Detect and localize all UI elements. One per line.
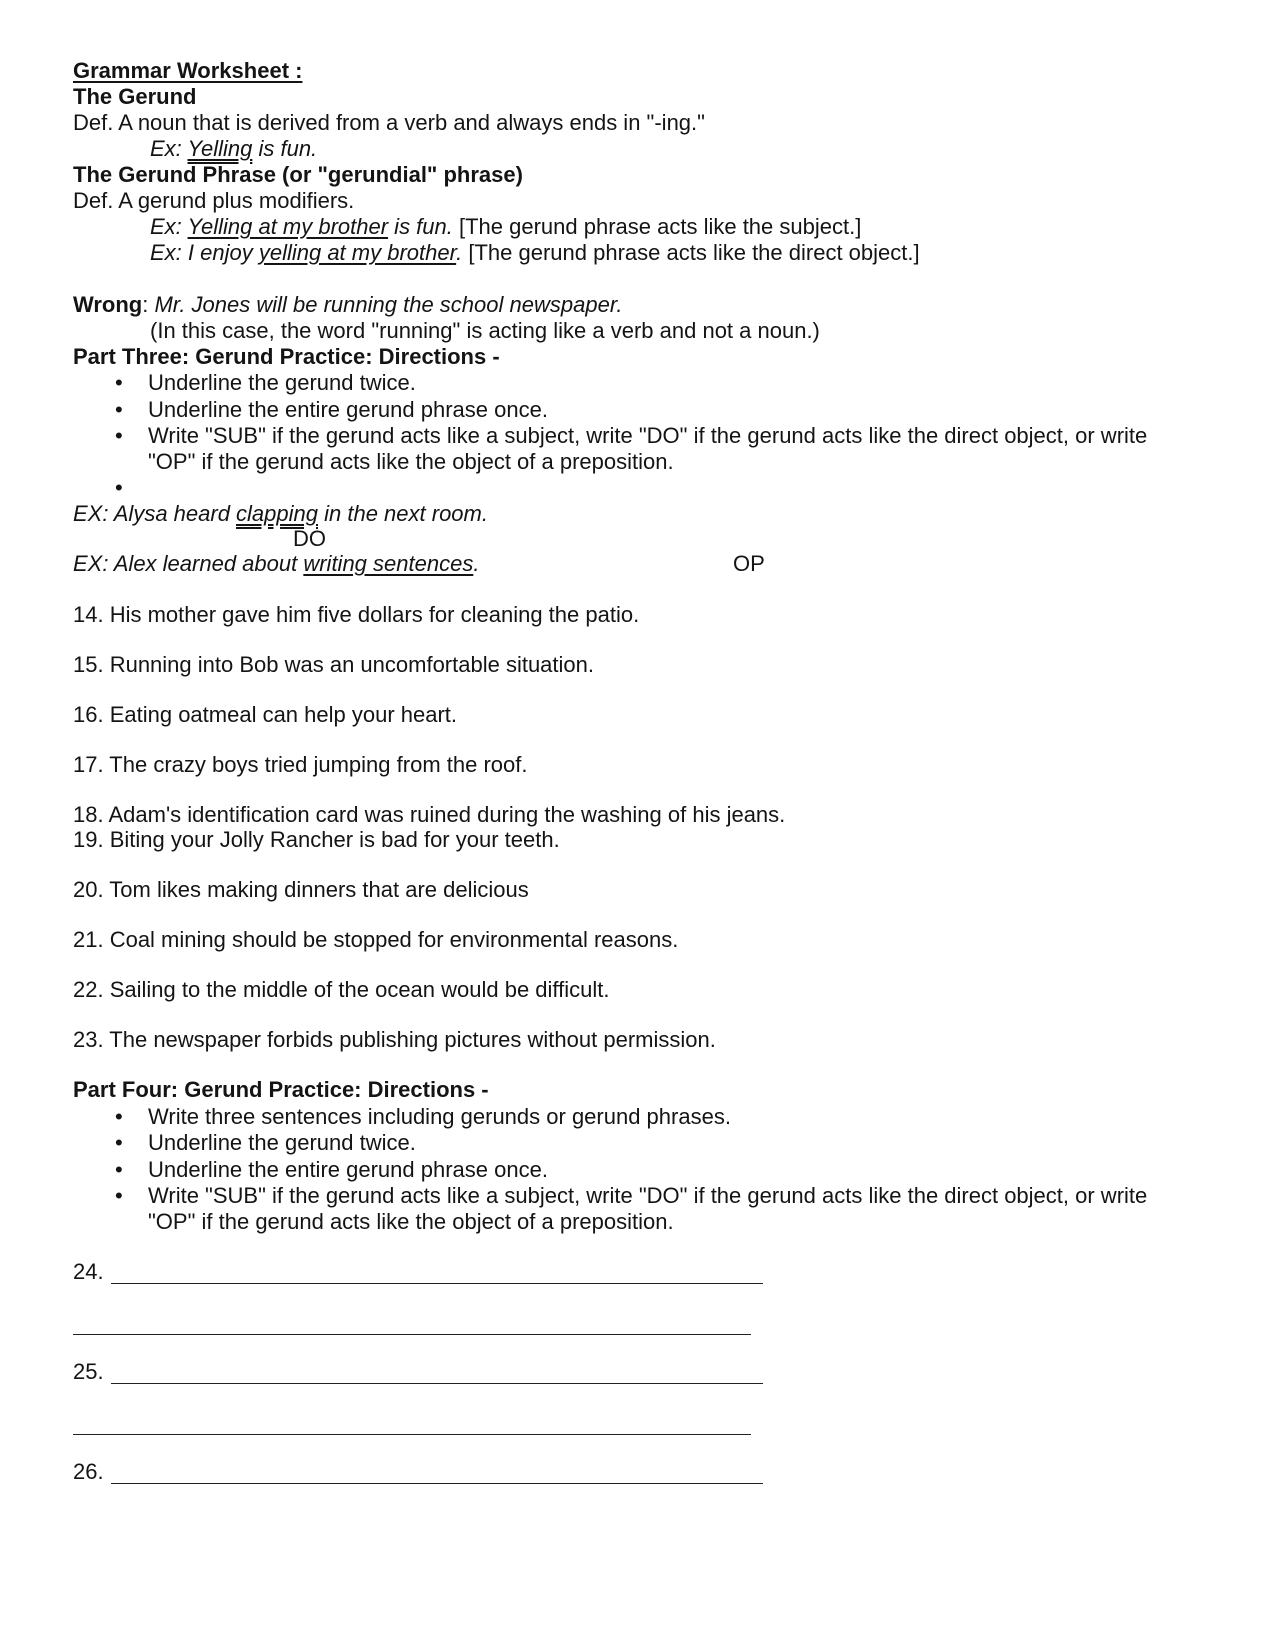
- direction-item: Underline the entire gerund phrase once.: [148, 397, 548, 422]
- practice-item: 20. Tom likes making dinners that are delicious: [73, 877, 529, 902]
- bullet-icon: •: [115, 1104, 123, 1129]
- direction-item: Underline the gerund twice.: [148, 1130, 416, 1155]
- bullet-icon: •: [115, 475, 123, 500]
- example-answer-2: OP: [733, 551, 765, 576]
- example-gerund: Yelling: [187, 136, 253, 161]
- practice-item: 15. Running into Bob was an uncomfortable situation.: [73, 652, 594, 677]
- practice-item: 17. The crazy boys tried jumping from the roof.: [73, 752, 528, 777]
- phrase-example-direct-object: [150, 240, 920, 266]
- example-prefix: Ex:: [150, 136, 188, 161]
- answer-number-25: 25.: [73, 1359, 104, 1384]
- gerund-example: [150, 136, 317, 162]
- example-prefix: Ex:: [150, 214, 188, 239]
- part-three-heading: Part Three: Gerund Practice: Directions -: [73, 344, 500, 369]
- wrong-sentence: Mr. Jones will be running the school newspaper.: [154, 292, 623, 317]
- example-prefix: Ex: I enjoy: [150, 240, 259, 265]
- example-note: [The gerund phrase acts like the direct object.]: [462, 240, 920, 265]
- answer-line-24[interactable]: [111, 1283, 763, 1284]
- example-phrase: Yelling at my brother: [187, 214, 389, 239]
- wrong-example: [73, 292, 622, 318]
- direction-item-continued: "OP" if the gerund acts like the object of a preposition.: [148, 1209, 674, 1234]
- answer-line-25-continued[interactable]: [73, 1434, 751, 1435]
- practice-item: 21. Coal mining should be stopped for environmental reasons.: [73, 927, 679, 952]
- gerund-phrase-definition: Def. A gerund plus modifiers.: [73, 188, 355, 213]
- direction-item: Write "SUB" if the gerund acts like a subject, write "DO" if the gerund acts like the direct object, or write: [148, 423, 1148, 448]
- example-answer-1: DO: [293, 526, 326, 551]
- gerund-heading: The Gerund: [73, 84, 197, 109]
- practice-item: 18. Adam's identification card was ruined during the washing of his jeans.: [73, 802, 786, 827]
- example-prefix: EX: Alysa heard: [73, 501, 237, 526]
- direction-item: Write three sentences including gerunds or gerund phrases.: [148, 1104, 731, 1129]
- part-four-heading: Part Four: Gerund Practice: Directions -: [73, 1077, 489, 1102]
- direction-item-continued: "OP" if the gerund acts like the object of a preposition.: [148, 449, 674, 474]
- bullet-icon: •: [115, 423, 123, 448]
- gerund-definition: Def. A noun that is derived from a verb and always ends in "-ing.": [73, 110, 705, 135]
- answer-line-26[interactable]: [111, 1483, 763, 1484]
- example-sentence-2: [73, 551, 479, 577]
- bullet-icon: •: [115, 1157, 123, 1182]
- example-rest: .: [473, 551, 480, 576]
- wrong-note: (In this case, the word "running" is acting like a verb and not a noun.): [150, 318, 820, 343]
- example-rest: is fun.: [388, 214, 453, 239]
- direction-item: Underline the gerund twice.: [148, 370, 416, 395]
- practice-item: 14. His mother gave him five dollars for cleaning the patio.: [73, 602, 640, 627]
- answer-number-26: 26.: [73, 1459, 104, 1484]
- example-rest: is fun.: [252, 136, 318, 161]
- example-phrase: writing sentences: [303, 551, 474, 576]
- answer-line-24-continued[interactable]: [73, 1334, 751, 1335]
- practice-item: 23. The newspaper forbids publishing pictures without permission.: [73, 1027, 716, 1052]
- example-prefix: EX: Alex learned about: [73, 551, 304, 576]
- bullet-icon: •: [115, 397, 123, 422]
- phrase-example-subject: [150, 214, 861, 240]
- gerund-phrase-heading: The Gerund Phrase (or "gerundial" phrase): [73, 162, 523, 187]
- practice-item: 19. Biting your Jolly Rancher is bad for your teeth.: [73, 827, 560, 852]
- direction-item: Write "SUB" if the gerund acts like a subject, write "DO" if the gerund acts like the direct object, or write: [148, 1183, 1148, 1208]
- bullet-icon: •: [115, 1130, 123, 1155]
- example-gerund: clapping: [236, 501, 318, 526]
- bullet-icon: •: [115, 1183, 123, 1208]
- example-sentence-1: [73, 501, 488, 527]
- example-rest: .: [456, 240, 463, 265]
- answer-line-25[interactable]: [111, 1383, 763, 1384]
- practice-item: 22. Sailing to the middle of the ocean would be difficult.: [73, 977, 610, 1002]
- worksheet-title: Grammar Worksheet :: [73, 58, 303, 83]
- direction-item: Underline the entire gerund phrase once.: [148, 1157, 548, 1182]
- example-note: [The gerund phrase acts like the subject.]: [452, 214, 862, 239]
- bullet-icon: •: [115, 370, 123, 395]
- answer-number-24: 24.: [73, 1259, 104, 1284]
- example-rest: in the next room.: [318, 501, 488, 526]
- example-phrase: yelling at my brother: [258, 240, 457, 265]
- practice-item: 16. Eating oatmeal can help your heart.: [73, 702, 458, 727]
- wrong-colon: :: [142, 292, 155, 317]
- wrong-label: Wrong: [73, 292, 143, 317]
